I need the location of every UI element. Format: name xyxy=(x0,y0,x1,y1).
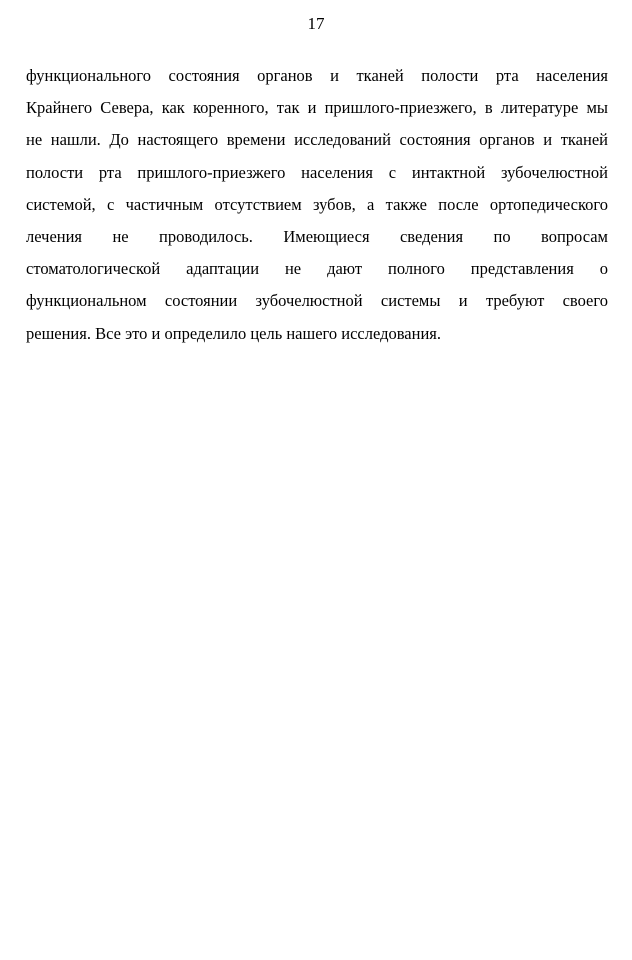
page-number: 17 xyxy=(307,14,325,33)
text-line: стоматологической адаптации не дают полного представления о xyxy=(26,259,608,279)
text-line: не нашли. До настоящего времени исследований состояния органов и тканей xyxy=(26,130,608,150)
text-line: решения. Все это и определило цель нашего исследования. xyxy=(26,323,441,343)
body-paragraph xyxy=(26,60,608,350)
text-line: полости рта пришлого-приезжего населения с интактной зубочелюстной xyxy=(26,162,608,182)
text-line: функциональном состоянии зубочелюстной системы и требуют своего xyxy=(26,291,608,311)
text-line: Крайнего Севера, как коренного, так и пришлого-приезжего, в литературе мы xyxy=(26,98,608,118)
text-line: функционального состояния органов и тканей полости рта населения xyxy=(26,66,608,85)
text-line: лечения не проводилось. Имеющиеся сведения по вопросам xyxy=(26,226,608,246)
text-line: системой, с частичным отсутствием зубов, а также после ортопедического xyxy=(26,194,608,214)
